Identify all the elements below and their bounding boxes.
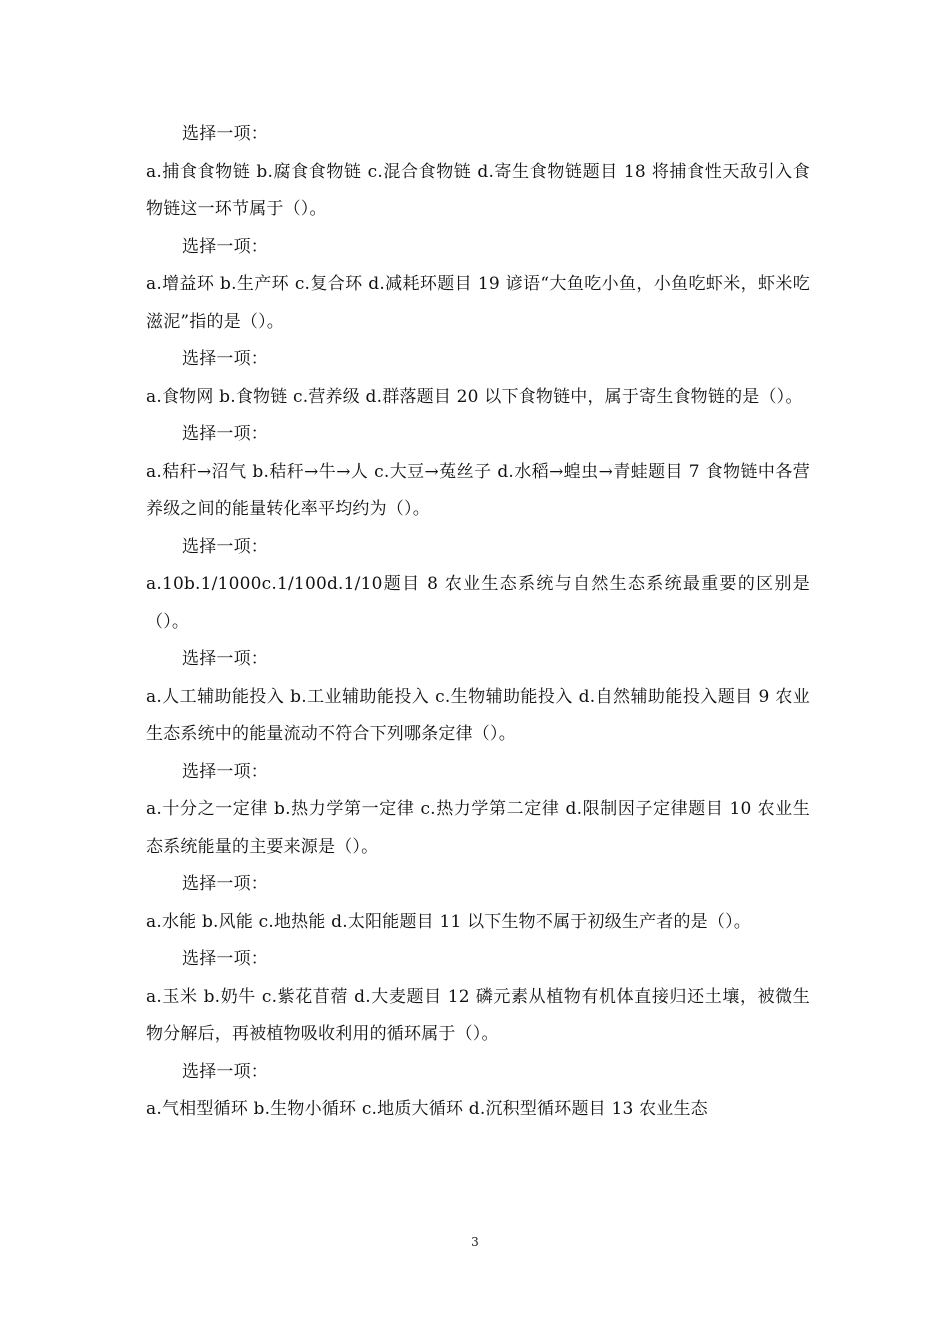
- question-options-text: a.气相型循环 b.生物小循环 c.地质大循环 d.沉积型循环题目 13 农业生态: [146, 1099, 708, 1119]
- question-options-text: a.增益环 b.生产环 c.复合环 d.减耗环题目 19 谚语“大鱼吃小鱼，小鱼吃虾米，虾米吃滋泥”指的是（）。: [146, 274, 810, 332]
- choose-one-prompt: 选择一项：: [182, 1061, 268, 1082]
- choose-one-prompt: 选择一项：: [182, 124, 268, 144]
- question-options-text: a.10b.1/1000c.1/100d.1/10题目 8 农业生态系统与自然生态系统最重要的区别是（）。: [146, 574, 810, 632]
- choose-one-prompt: 选择一项：: [182, 761, 268, 782]
- question-options-text: a.玉米 b.奶牛 c.紫花苜蓿 d.大麦题目 12 磷元素从植物有机体直接归还土壤，被微生物分解后，再被植物吸收利用的循环属于（）。: [146, 986, 810, 1044]
- question-options-text: a.捕食食物链 b.腐食食物链 c.混合食物链 d.寄生食物链题目 18 将捕食性天敌引入食物链这一环节属于（）。: [146, 161, 810, 219]
- document-body: [146, 116, 810, 1129]
- choose-one-prompt: 选择一项：: [182, 649, 268, 669]
- question-options-text: a.人工辅助能投入 b.工业辅助能投入 c.生物辅助能投入 d.自然辅助能投入题目 9 农业生态系统中的能量流动不符合下列哪条定律（）。: [146, 686, 810, 744]
- page-number: 3: [471, 1235, 479, 1249]
- question-options-text: a.秸秆→沼气 b.秸秆→牛→人 c.大豆→菟丝子 d.水稻→蝗虫→青蛙题目 7 食物链中各营养级之间的能量转化率平均约为（）。: [146, 461, 810, 519]
- question-options-text: a.食物网 b.食物链 c.营养级 d.群落题目 20 以下食物链中，属于寄生食物链的是（）。: [146, 386, 803, 407]
- choose-one-prompt: 选择一项：: [182, 236, 268, 257]
- choose-one-prompt: 选择一项：: [182, 424, 268, 444]
- choose-one-prompt: 选择一项：: [182, 349, 268, 369]
- choose-one-prompt: 选择一项：: [182, 949, 268, 969]
- choose-one-prompt: 选择一项：: [182, 536, 268, 557]
- question-options-text: a.水能 b.风能 c.地热能 d.太阳能题目 11 以下生物不属于初级生产者的是（）。: [146, 911, 751, 932]
- question-options-text: a.十分之一定律 b.热力学第一定律 c.热力学第二定律 d.限制因子定律题目 10 农业生态系统能量的主要来源是（）。: [146, 799, 810, 857]
- choose-one-prompt: 选择一项：: [182, 874, 268, 894]
